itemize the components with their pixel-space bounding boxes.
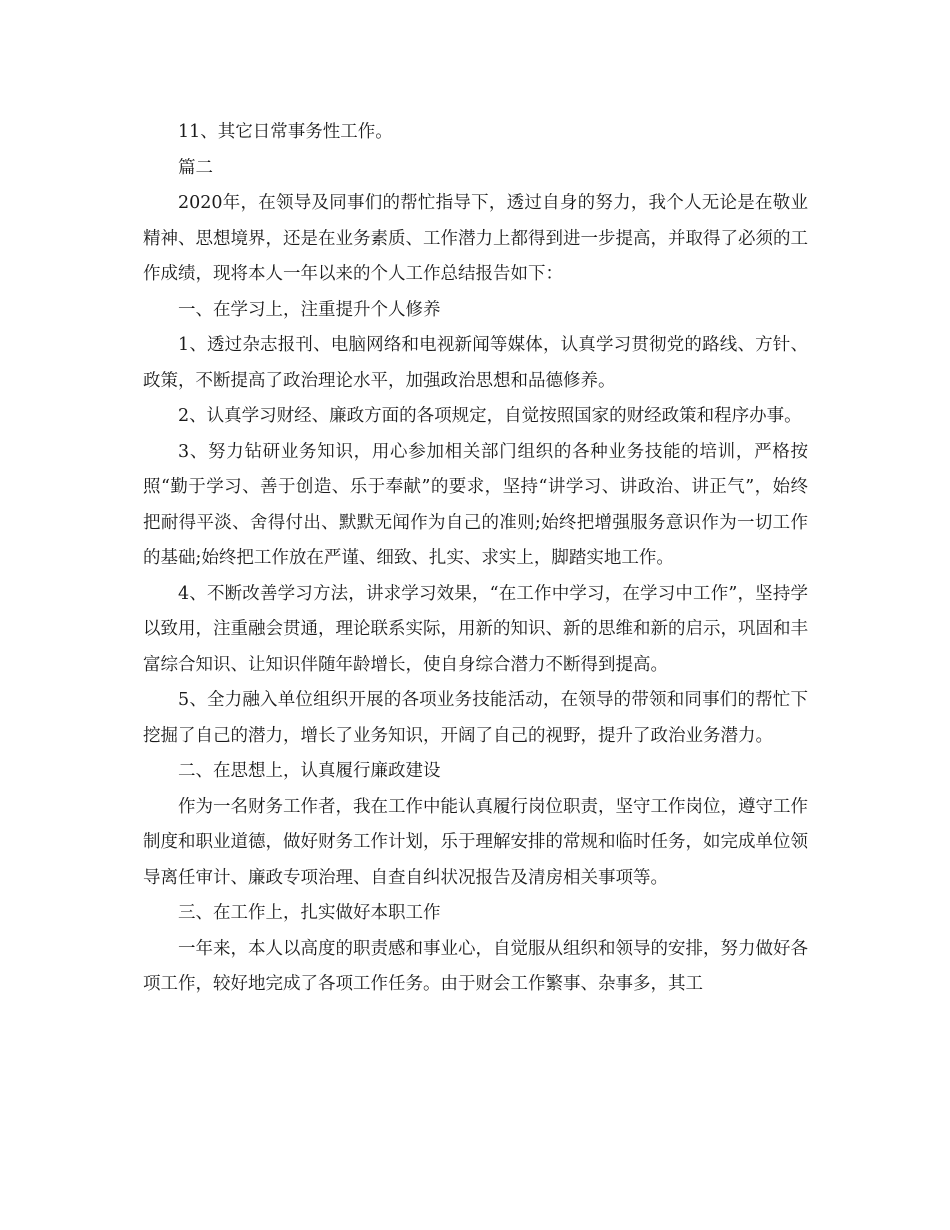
- section-heading-study: 一、在学习上，注重提升个人修养: [178, 299, 441, 320]
- section-heading-part-two: 篇二: [178, 157, 213, 178]
- document-body: [143, 115, 808, 1003]
- paragraph-item-11: 11、其它日常事务性工作。: [178, 122, 393, 142]
- section-heading-thought: 二、在思想上，认真履行廉政建设: [178, 761, 441, 781]
- intro-paragraph: 2020年，在领导及同事们的帮忙指导下，透过自身的努力，我个人无论是在敬业精神、思想境界，还是在业务素质、工作潜力上都得到进一步提高，并取得了必须的工作成绩，现将本人一年以来的个人工作总结报告如下：: [143, 193, 808, 284]
- study-item-1: 1、透过杂志报刊、电脑网络和电视新闻等媒体，认真学习贯彻党的路线、方针、政策，不断提高了政治理论水平，加强政治思想和品德修养。: [143, 335, 808, 391]
- section-heading-work: 三、在工作上，扎实做好本职工作: [178, 903, 441, 923]
- study-item-3: 3、努力钻研业务知识，用心参加相关部门组织的各种业务技能的培训，严格按照“勤于学习、善于创造、乐于奉献”的要求，坚持“讲学习、讲政治、讲正气”，始终把耐得平淡、舍得付出、默默无闻作为自己的准则;始终把增强服务意识作为一切工作的基础;始终把工作放在严谨、细致、扎实、求实上，脚踏实地工作。: [143, 441, 808, 568]
- study-item-2: 2、认真学习财经、廉政方面的各项规定，自觉按照国家的财经政策和程序办事。: [178, 406, 802, 426]
- thought-paragraph: 作为一名财务工作者，我在工作中能认真履行岗位职责，坚守工作岗位，遵守工作制度和职业道德，做好财务工作计划，乐于理解安排的常规和临时任务，如完成单位领导离任审计、廉政专项治理、自查自纠状况报告及清房相关事项等。: [143, 796, 808, 888]
- study-item-5: 5、全力融入单位组织开展的各项业务技能活动，在领导的带领和同事们的帮忙下挖掘了自己的潜力，增长了业务知识，开阔了自己的视野，提升了政治业务潜力。: [143, 690, 808, 746]
- study-item-4: 4、不断改善学习方法，讲求学习效果，“在工作中学习，在学习中工作”，坚持学以致用，注重融会贯通，理论联系实际，用新的知识、新的思维和新的启示，巩固和丰富综合知识、让知识伴随年龄增长，使自身综合潜力不断得到提高。: [143, 583, 808, 675]
- work-paragraph: 一年来，本人以高度的职责感和事业心，自觉服从组织和领导的安排，努力做好各项工作，较好地完成了各项工作任务。由于财会工作繁事、杂事多，其工: [143, 938, 808, 994]
